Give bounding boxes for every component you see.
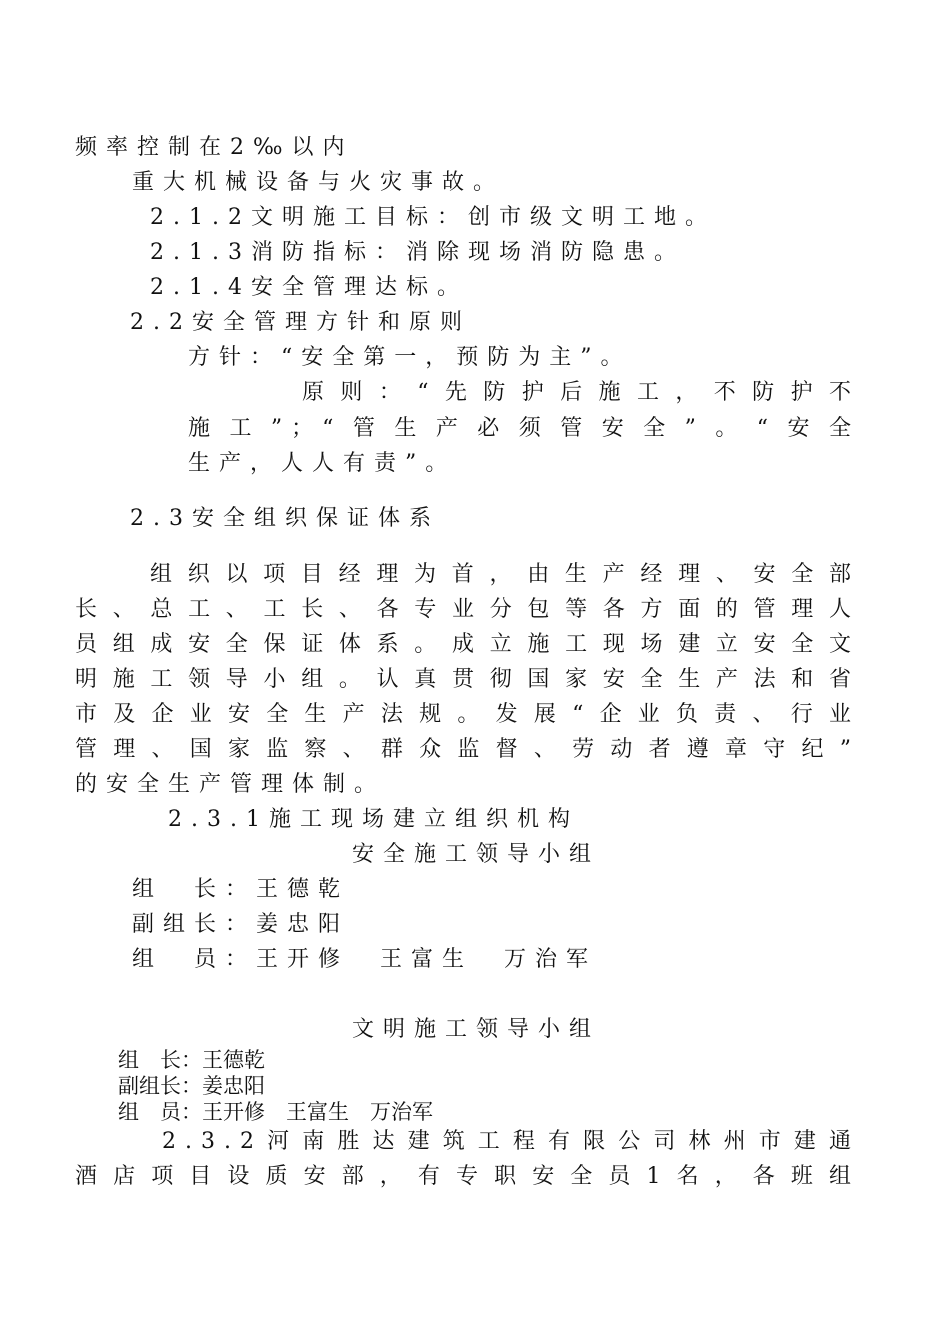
text-line: 组 长：王德乾 (132, 877, 350, 902)
section-heading: 2.2安全管理方针和原则 (130, 310, 471, 335)
text-line: 2.3.2河南胜达建筑工程有限公司林州市建通 (162, 1129, 860, 1154)
text-line: 施工”；“管生产必须管安全”。“安全 (188, 416, 860, 441)
text-line: 组 长：王德乾 (118, 1048, 265, 1072)
text-line: 组 员：王开修 王富生 万治军 (118, 1100, 433, 1124)
text-line: 方针：“安全第一，预防为主”。 (188, 345, 632, 370)
text-line: 2.1.3消防指标：消除现场消防隐患。 (150, 240, 685, 265)
section-heading: 2.3.1施工现场建立组织机构 (168, 807, 579, 832)
text-line: 2.1.2文明施工目标：创市级文明工地。 (150, 205, 716, 230)
group-title: 文明施工领导小组 (352, 1017, 601, 1042)
text-line: 频率控制在2‰以内 (75, 135, 354, 160)
text-line: 重大机械设备与火灾事故。 (132, 170, 505, 195)
text-line: 原则：“先防护后施工，不防护不 (302, 380, 860, 405)
text-line: 明施工领导小组。认真贯彻国家安全生产法和省 (75, 667, 860, 692)
group-title: 安全施工领导小组 (352, 842, 601, 867)
text-line: 酒店项目设质安部，有专职安全员1名，各班组 (75, 1164, 860, 1189)
text-line: 长、总工、工长、各专业分包等各方面的管理人 (75, 597, 860, 622)
text-line: 组织以项目经理为首，由生产经理、安全部 (150, 562, 860, 587)
text-line: 副组长：姜忠阳 (118, 1074, 265, 1098)
text-line: 的安全生产管理体制。 (75, 772, 386, 797)
section-heading: 2.3安全组织保证体系 (130, 506, 440, 531)
text-line: 组 员：王开修 王富生 万治军 (132, 947, 598, 972)
text-line: 副组长：姜忠阳 (132, 912, 350, 937)
text-line: 管理、国家监察、群众监督、劳动者遵章守纪” (75, 737, 860, 762)
text-line: 市及企业安全生产法规。发展“企业负责、行业 (75, 702, 860, 727)
text-line: 生产，人人有责”。 (188, 451, 457, 476)
text-line: 员组成安全保证体系。成立施工现场建立安全文 (75, 632, 860, 657)
text-line: 2.1.4安全管理达标。 (150, 275, 468, 300)
